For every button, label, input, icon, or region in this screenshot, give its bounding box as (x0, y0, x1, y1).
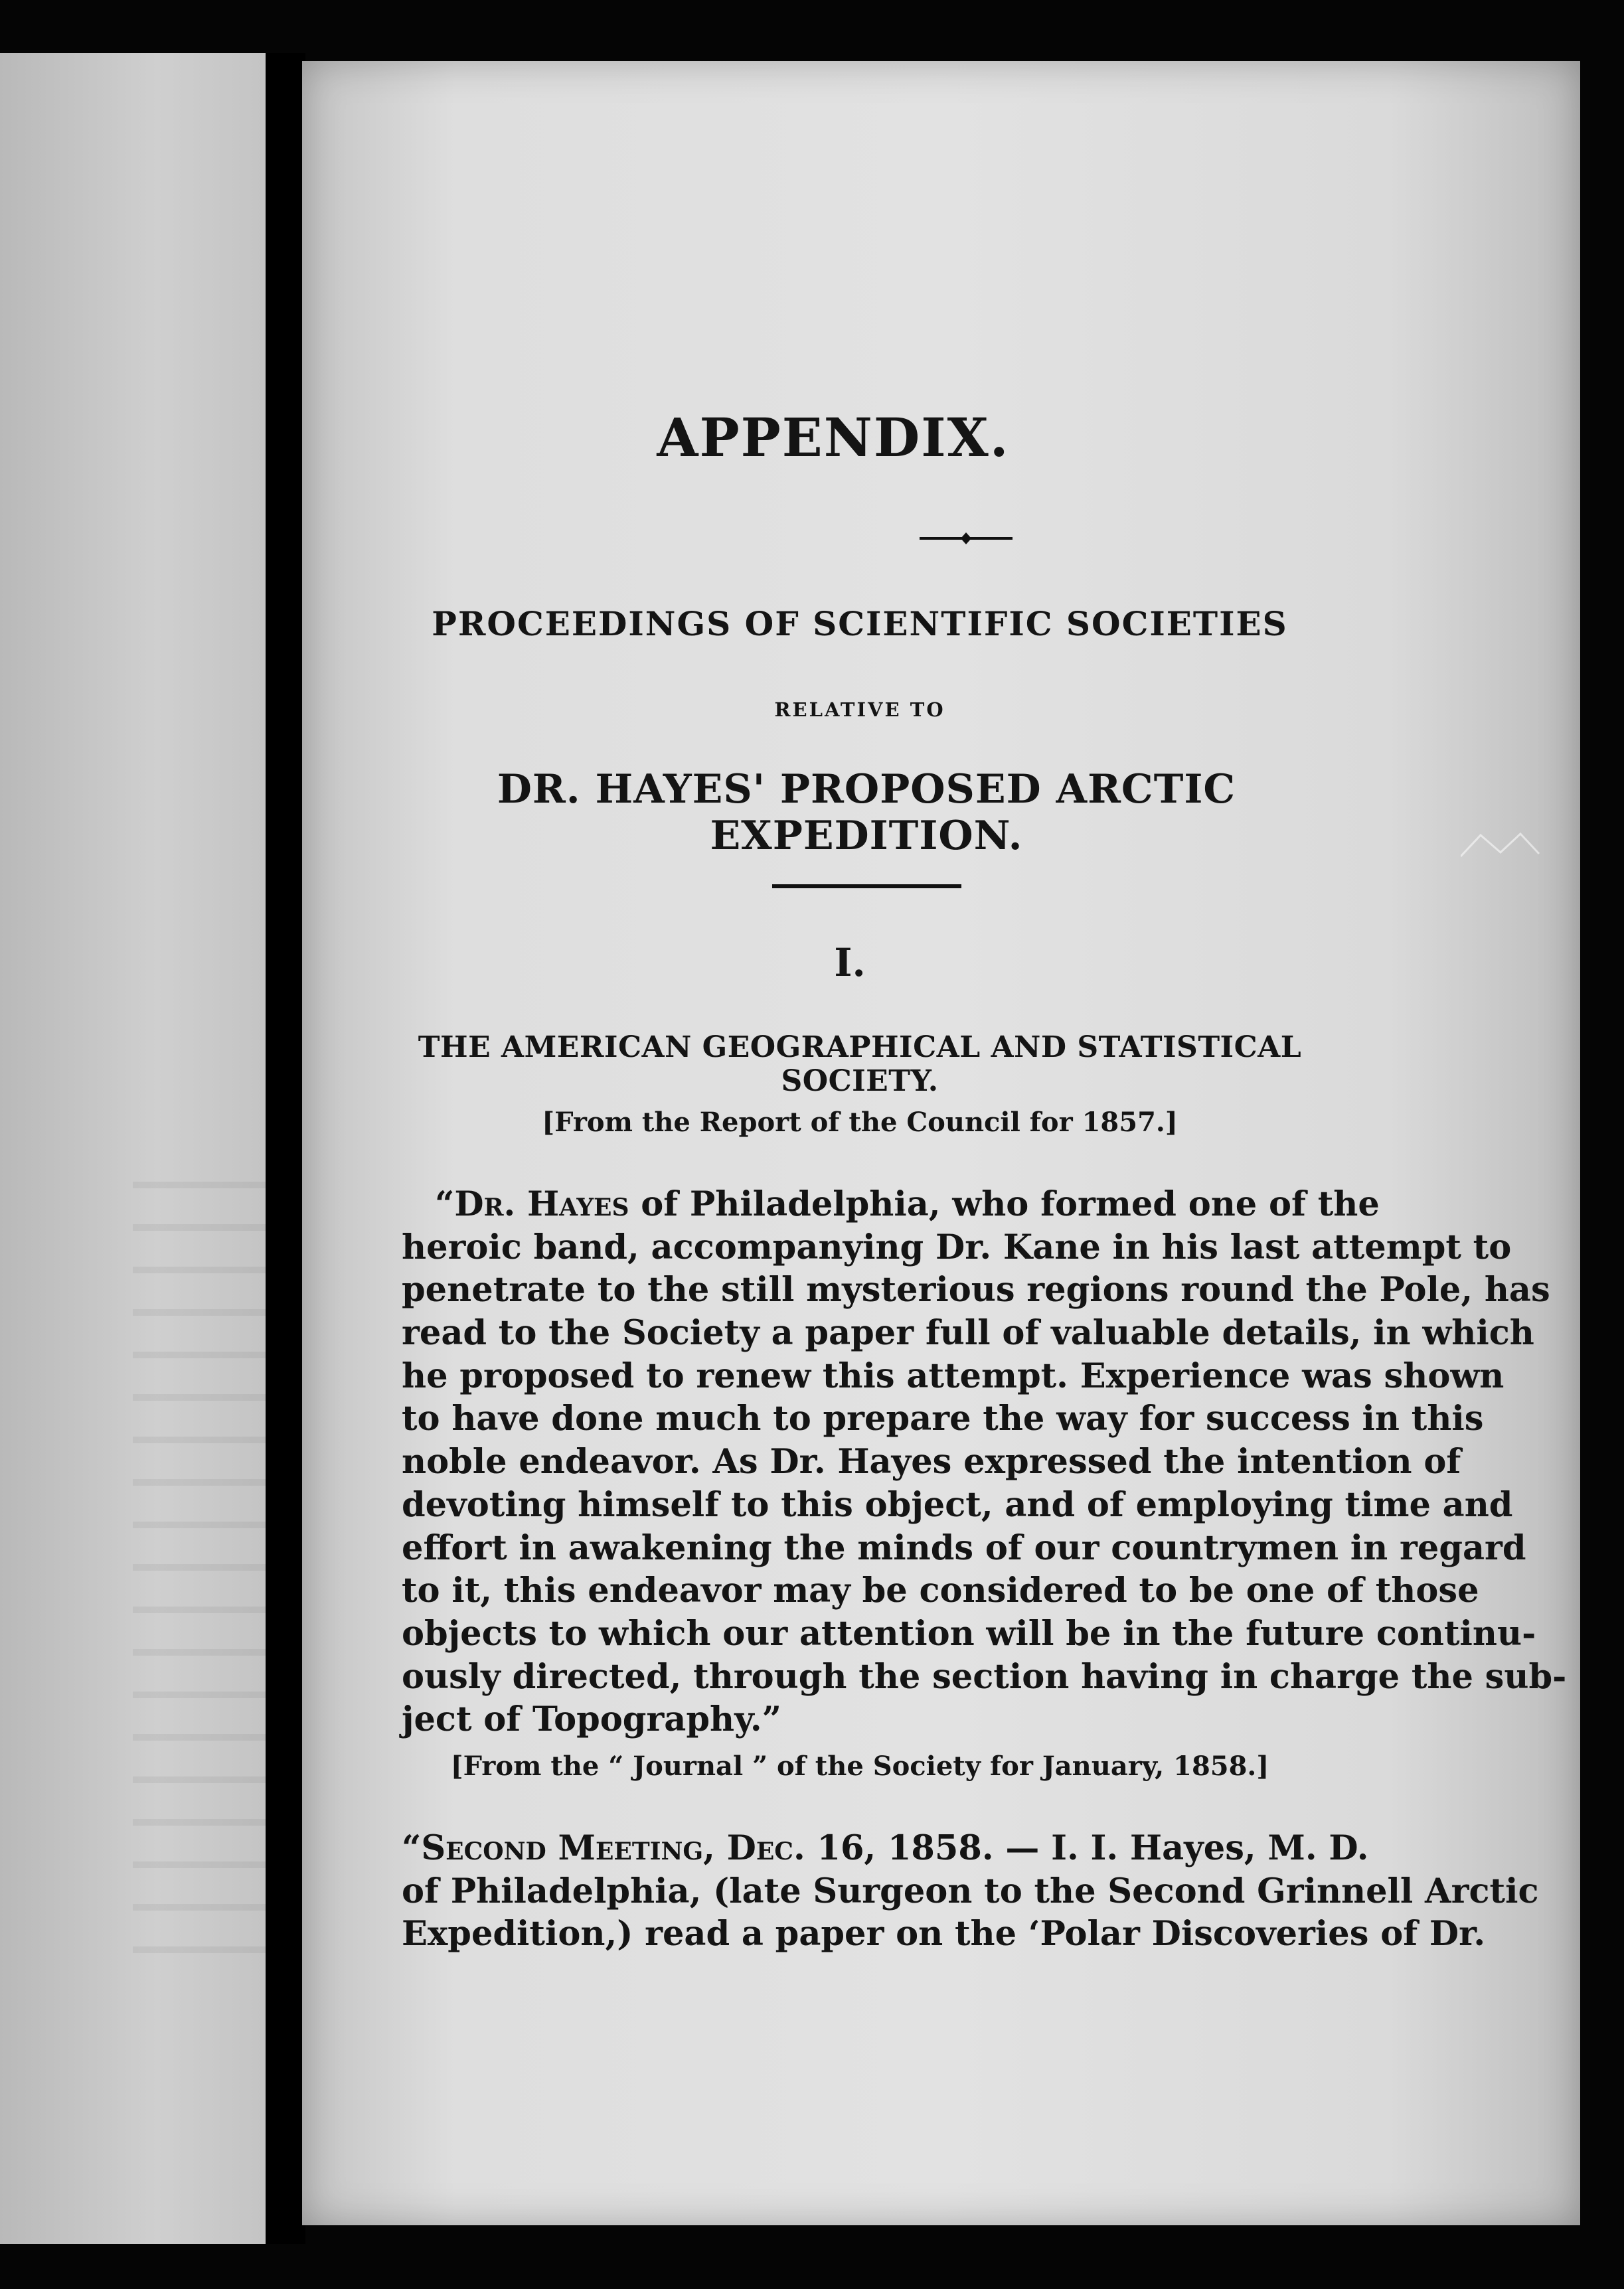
horizontal-rule (772, 884, 961, 888)
paragraph-line: objects to which our attention will be in the future continu- (402, 1613, 1536, 1654)
ornament-divider-icon (920, 530, 1013, 546)
section-numeral: I. (834, 940, 866, 985)
source-note-council: [From the Report of the Council for 1857.] (542, 1107, 1178, 1138)
open-quote: “ (402, 1828, 422, 1868)
paragraph-line: to it, this endeavor may be considered to be one of those (402, 1571, 1479, 1611)
source-note-journal: [From the “ Journal ” of the Society for January, 1858.] (450, 1751, 1269, 1782)
paragraph-line: read to the Society a paper full of valuable details, in which (402, 1313, 1534, 1354)
meeting-smallcaps: Second Meeting, Dec. (421, 1828, 805, 1868)
paragraph-journal (402, 1827, 1539, 1956)
paragraph-line: noble endeavor. As Dr. Hayes expressed the intention of (402, 1442, 1461, 1482)
book-gutter (266, 53, 305, 2244)
facing-page-edge (0, 53, 285, 2244)
book-page (302, 61, 1580, 2225)
paragraph-line: ously directed, through the section having in charge the sub- (402, 1656, 1567, 1697)
line-text: 16, 1858. — I. I. Hayes, M. D. (805, 1828, 1369, 1868)
page-title: APPENDIX. (657, 406, 1010, 469)
line-text: of Philadelphia, who formed one of the (629, 1184, 1380, 1224)
page-crease-mark (1461, 831, 1540, 858)
heading-expedition: DR. HAYES' PROPOSED ARCTIC EXPEDITION. (497, 766, 1236, 859)
facing-page-bleed-through (133, 1182, 285, 1978)
paragraph-line: of Philadelphia, (late Surgeon to the Second Grinnell Arctic (402, 1871, 1539, 1911)
paragraph-line: devoting himself to this object, and of employing time and (402, 1484, 1513, 1525)
name-smallcaps: Dr. Hayes (454, 1184, 629, 1224)
paragraph-line: to have done much to prepare the way for success in this (402, 1399, 1484, 1439)
paragraph-council-report (402, 1183, 1567, 1741)
paragraph-line (402, 1827, 1369, 1870)
paragraph-line: effort in awakening the minds of our countrymen in regard (402, 1528, 1526, 1568)
open-quote: “ (435, 1184, 455, 1224)
paragraph-line: heroic band, accompanying Dr. Kane in his last attempt to (402, 1227, 1512, 1267)
paragraph-line: penetrate to the still mysterious regions round the Pole, has (402, 1270, 1550, 1310)
paragraph-line: Expedition,) read a paper on the ‘Polar Discoveries of Dr. (402, 1914, 1486, 1954)
text-column (402, 61, 1567, 2225)
paragraph-line: ject of Topography.” (402, 1699, 781, 1740)
heading-proceedings: PROCEEDINGS OF SCIENTIFIC SOCIETIES (432, 604, 1288, 643)
heading-relative: RELATIVE TO (774, 698, 945, 721)
paragraph-line: he proposed to renew this attempt. Experience was shown (402, 1356, 1504, 1396)
paragraph-line (402, 1183, 1380, 1226)
society-heading: THE AMERICAN GEOGRAPHICAL AND STATISTICAL SOCIETY. (418, 1030, 1302, 1098)
